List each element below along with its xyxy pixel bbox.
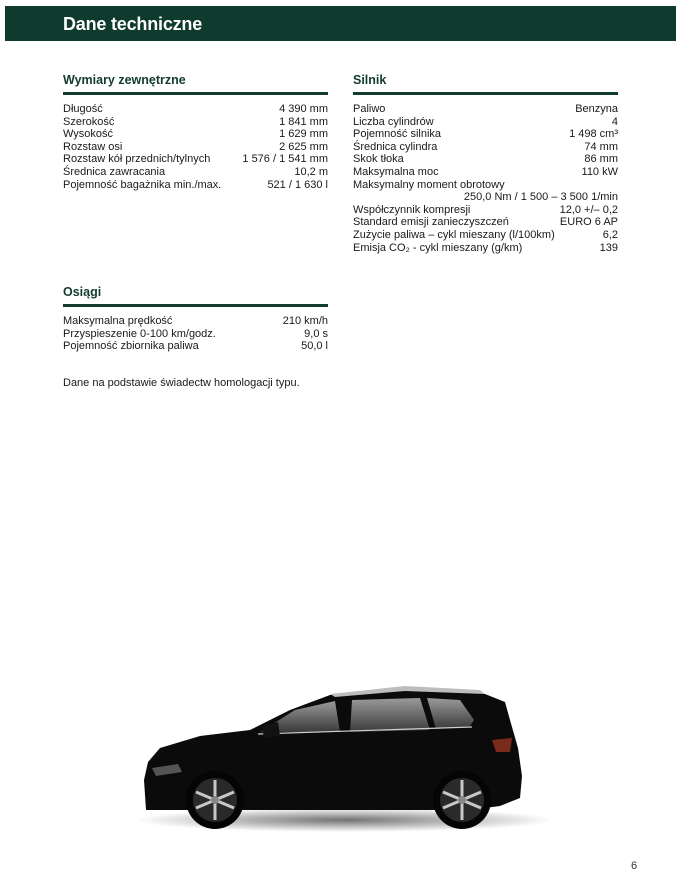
- spec-row: [353, 179, 618, 192]
- spec-label: Pojemność bagażnika min./max.: [63, 178, 222, 191]
- spec-value: 4 390 mm: [279, 103, 328, 115]
- spec-row: [63, 128, 328, 141]
- spec-value: 521 / 1 630 l: [267, 178, 328, 191]
- spec-row: [353, 166, 618, 179]
- spec-row: [353, 153, 618, 166]
- spec-row: [353, 216, 618, 229]
- spec-row: [63, 315, 328, 328]
- spec-row: [353, 204, 618, 217]
- spec-value: 50,0 l: [301, 340, 328, 353]
- spec-row: [63, 141, 328, 154]
- spec-label: Zużycie paliwa – cykl mieszany (l/100km): [353, 228, 555, 241]
- section-title: Wymiary zewnętrzne: [63, 73, 186, 87]
- section-performance: [63, 284, 328, 353]
- spec-row: [353, 103, 618, 116]
- spec-label: Pojemność silnika: [353, 128, 442, 141]
- spec-value: 4: [611, 115, 618, 128]
- spec-label: Maksymalny moment obrotowy: [353, 178, 505, 191]
- watermark: [8, 853, 12, 865]
- spec-row: [63, 103, 328, 116]
- spec-row: [353, 191, 618, 204]
- spec-label: Przyspieszenie 0-100 km/godz.: [63, 327, 216, 340]
- spec-label: Rozstaw osi: [63, 140, 123, 153]
- section-title: Osiągi: [63, 285, 102, 299]
- spec-row: [63, 328, 328, 341]
- spec-value: 9,0 s: [304, 327, 328, 340]
- section-divider: [63, 92, 328, 95]
- spec-row: [353, 242, 618, 255]
- spec-label: Wysokość: [63, 128, 114, 141]
- spec-row: [353, 229, 618, 242]
- section-divider: [63, 304, 328, 307]
- spec-row: [63, 153, 328, 166]
- spec-label: Współczynnik kompresji: [353, 203, 471, 216]
- spec-row: [353, 128, 618, 141]
- spec-value: 110 kW: [581, 165, 618, 178]
- spec-label: Paliwo: [353, 103, 386, 115]
- spec-label: Emisja CO₂ - cykl mieszany (g/km): [353, 241, 523, 254]
- spec-value: 12,0 +/– 0,2: [559, 203, 618, 216]
- spec-value: Benzyna: [575, 103, 618, 115]
- spec-label: Liczba cylindrów: [353, 115, 434, 128]
- rear-wheel-icon: [433, 771, 491, 829]
- spec-value: 2 625 mm: [279, 140, 328, 153]
- spec-label: Maksymalna prędkość: [63, 315, 173, 327]
- spec-label: Maksymalna moc: [353, 165, 439, 178]
- spec-row: [63, 116, 328, 129]
- spec-value: EURO 6 AP: [559, 216, 618, 229]
- spec-row: [63, 179, 328, 192]
- homologation-note: Dane na podstawie świadectw homologacji typu.: [63, 377, 300, 389]
- spec-label: Średnica zawracania: [63, 165, 166, 178]
- page-title: Dane techniczne: [63, 14, 203, 34]
- page-number: 6: [631, 860, 638, 872]
- spec-value: 10,2 m: [294, 165, 328, 178]
- section-divider: [353, 92, 618, 95]
- spec-value: 74 mm: [584, 140, 618, 153]
- spec-row: [353, 116, 618, 129]
- section-title: Silnik: [353, 73, 387, 87]
- car-image: [140, 680, 550, 840]
- spec-value: 1 841 mm: [279, 115, 328, 128]
- spec-label: Standard emisji zanieczyszczeń: [353, 216, 509, 229]
- spec-label: Średnica cylindra: [353, 140, 438, 153]
- spec-label: Długość: [63, 103, 103, 115]
- spec-value: 86 mm: [584, 153, 618, 166]
- front-wheel-icon: [186, 771, 244, 829]
- spec-value: 210 km/h: [282, 315, 328, 327]
- spec-value: 250,0 Nm / 1 500 – 3 500 1/min: [463, 191, 618, 204]
- section-engine: [353, 72, 618, 254]
- spec-row: [63, 166, 328, 179]
- spec-value: 1 629 mm: [279, 128, 328, 141]
- spec-label: Szerokość: [63, 115, 115, 128]
- spec-label: Rozstaw kół przednich/tylnych: [63, 153, 211, 166]
- spec-value: 1 498 cm³: [569, 128, 618, 141]
- header-bar: [5, 6, 676, 41]
- spec-value: 139: [599, 241, 618, 254]
- spec-value: 1 576 / 1 541 mm: [242, 153, 328, 166]
- spec-value: 6,2: [602, 228, 618, 241]
- spec-label: Skok tłoka: [353, 153, 404, 166]
- section-dimensions: [63, 72, 328, 191]
- spec-label: Pojemność zbiornika paliwa: [63, 340, 199, 353]
- spec-row: [353, 141, 618, 154]
- spec-row: [63, 340, 328, 353]
